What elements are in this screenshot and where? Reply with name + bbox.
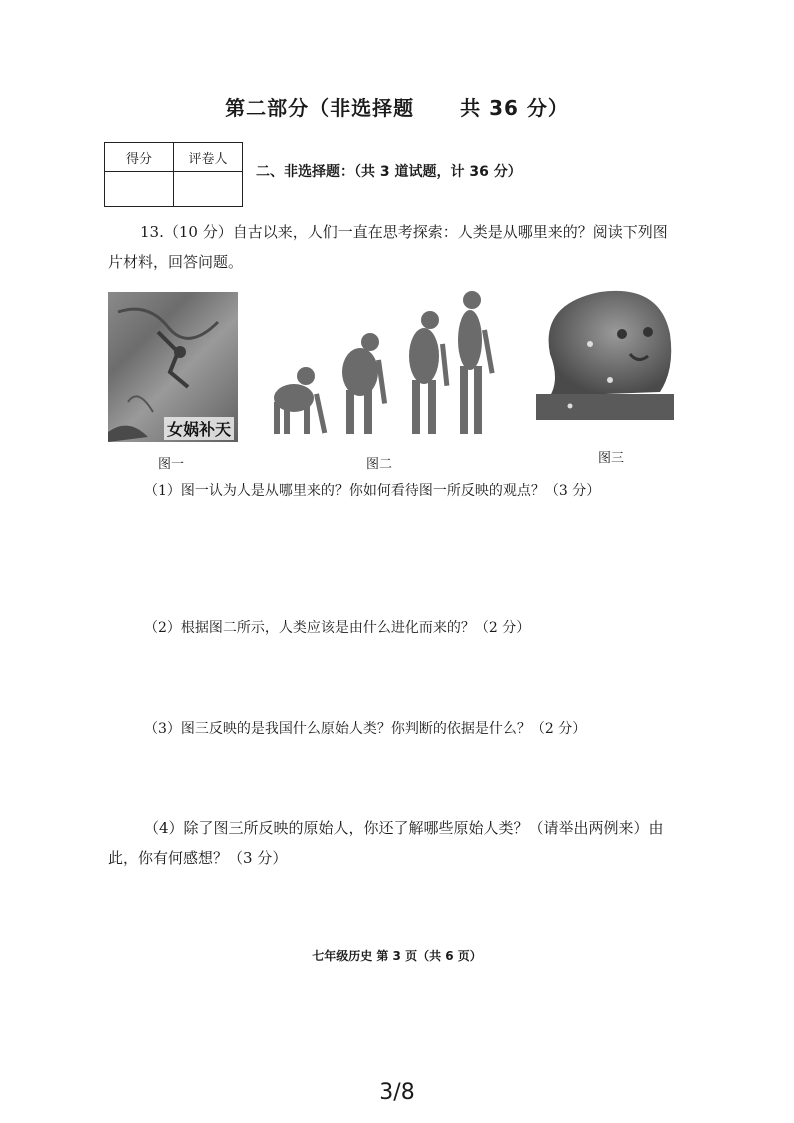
question-13-line1: 13.（10 分）自古以来，人们一直在思考探索：人类是从哪里来的？阅读下列图	[140, 223, 668, 241]
part-title-score: 共 36 分）	[460, 96, 569, 120]
score-cell[interactable]	[105, 172, 174, 207]
section-heading: 二、非选择题：（共 3 道试题，计 36 分）	[256, 164, 522, 180]
score-header: 得分	[105, 143, 174, 172]
score-table	[104, 142, 243, 207]
figure-2-evolution	[266, 290, 502, 436]
figure-1-overlay-text: 女娲补天	[164, 417, 234, 440]
subquestion-4-line1: （4）除了图三所反映的原始人，你还了解哪些原始人类？（请举出两例来）由	[144, 819, 664, 837]
question-13-line2: 片材料，回答问题。	[108, 253, 244, 271]
part-title-main: 第二部分（非选择题	[225, 96, 415, 120]
subquestion-3: （3）图三反映的是我国什么原始人类？你判断的依据是什么？（2 分）	[144, 721, 587, 737]
subquestion-1: （1）图一认为人是从哪里来的？你如何看待图一所反映的观点？（3 分）	[144, 483, 601, 499]
figure-2-caption: 图二	[366, 457, 393, 472]
grader-header: 评卷人	[174, 143, 243, 172]
grader-cell[interactable]	[174, 172, 243, 207]
question-13	[108, 217, 698, 277]
subquestion-4-line2: 此，你有何感想？（3 分）	[108, 849, 288, 867]
figure-3-caption: 图三	[598, 451, 625, 466]
figure-1-caption: 图一	[158, 457, 185, 472]
part-title	[0, 92, 794, 121]
page-counter: 3/8	[379, 1080, 415, 1105]
subquestion-2: （2）根据图二所示，人类应该是由什么进化而来的？（2 分）	[144, 620, 531, 636]
figure-1-painting	[108, 292, 238, 442]
page-footer: 七年级历史 第 3 页（共 6 页）	[312, 949, 482, 963]
figure-3-sculpture	[530, 284, 680, 422]
subquestion-4	[108, 813, 698, 873]
